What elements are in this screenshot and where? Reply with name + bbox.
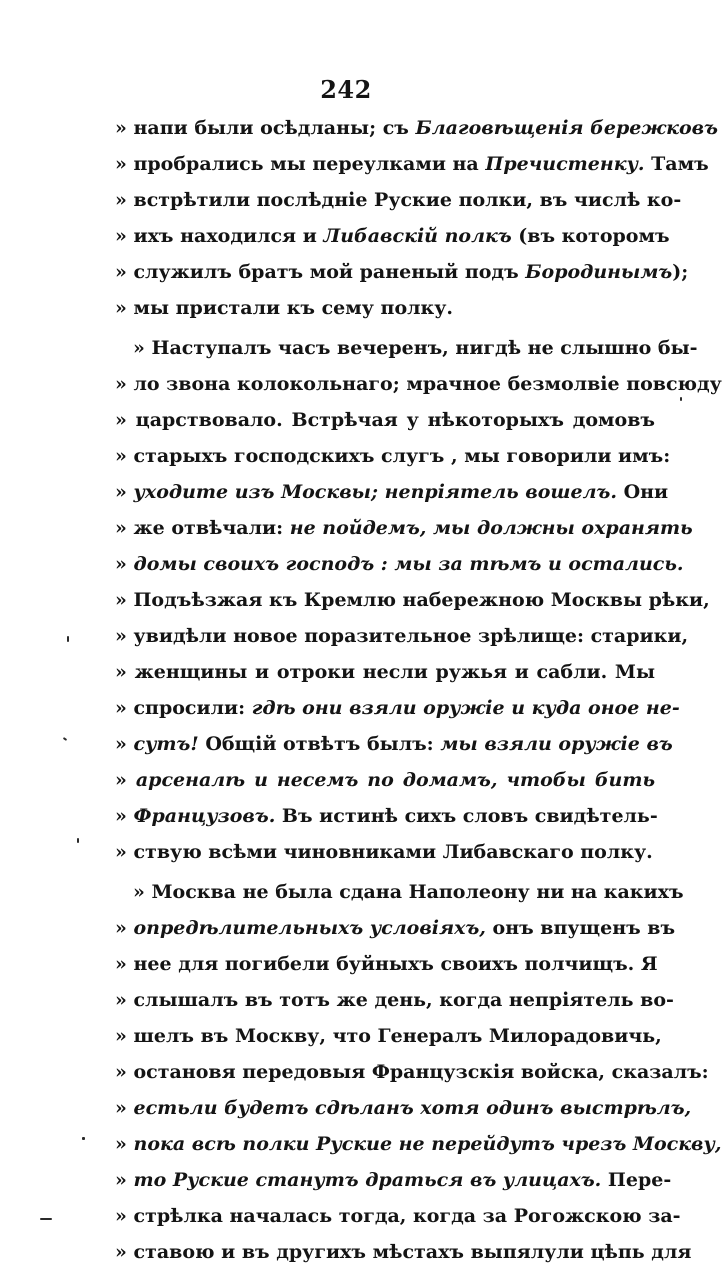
scan-speck: [680, 397, 682, 401]
text-segment: » слышалъ въ тотъ же день, когда непріятель во-: [115, 989, 674, 1011]
text-line: [115, 582, 710, 618]
text-line: [115, 910, 676, 946]
text-segment: Они: [616, 481, 669, 503]
italic-segment: мы взяли оружіе въ: [440, 733, 673, 755]
text-line: [115, 690, 680, 726]
text-segment: »: [115, 769, 136, 791]
text-segment: » старыхъ господскихъ слугъ , мы говорили имъ:: [115, 445, 671, 467]
scan-speck: [77, 838, 79, 843]
text-line: [115, 982, 674, 1018]
italic-segment: Французовъ.: [133, 805, 276, 827]
scan-speck: [67, 636, 69, 642]
text-segment: » стрѣлка началась тогда, когда за Рогожскою за-: [115, 1205, 681, 1227]
text-line: [115, 1198, 681, 1234]
italic-segment: то Руские станутъ драться въ улицахъ.: [133, 1169, 602, 1191]
text-line: [115, 510, 693, 546]
text-segment: Общій отвѣтъ былъ:: [198, 733, 441, 755]
text-segment: »: [115, 733, 134, 755]
text-line: [115, 1126, 722, 1162]
text-segment: );: [672, 261, 689, 283]
text-line: [115, 798, 658, 834]
text-segment: » царствовало. Встрѣчая у нѣкоторыхъ домовъ: [115, 409, 655, 431]
text-line: [115, 1234, 692, 1270]
text-line: [115, 1054, 709, 1090]
text-line: [115, 474, 669, 510]
text-segment: » ствую всѣми чиновниками Либавскаго полку.: [115, 841, 653, 863]
italic-segment: Бородинымъ: [525, 261, 673, 283]
italic-segment: Благовѣщенія бережковъ: [415, 117, 718, 139]
text-line: [115, 654, 655, 690]
italic-segment: опредѣлительныхъ условіяхъ,: [133, 917, 486, 939]
text-segment: » шелъ въ Москву, что Генералъ Милорадовичь,: [115, 1025, 662, 1047]
text-line: [115, 254, 689, 290]
italic-segment: гдѣ они взяли оружіе и куда оное не-: [251, 697, 680, 719]
text-line: [115, 726, 673, 762]
text-line: [115, 182, 682, 218]
text-line: [115, 1162, 672, 1198]
text-segment: » Наступалъ часъ вечеренъ, нигдѣ не слышно бы-: [133, 337, 698, 359]
text-segment: Тамъ: [644, 153, 709, 175]
text-segment: Пере-: [601, 1169, 672, 1191]
text-line: [115, 218, 670, 254]
text-line: [115, 146, 709, 182]
text-segment: » же отвѣчали:: [115, 517, 290, 539]
text-line: [115, 290, 655, 326]
text-segment: онъ впущенъ въ: [485, 917, 676, 939]
scan-speck: [63, 737, 67, 741]
italic-segment: домы своихъ господъ : мы за тѣмъ и остались.: [133, 553, 684, 575]
text-segment: » увидѣли новое поразительное зрѣлище: старики,: [115, 625, 689, 647]
italic-segment: естьли будетъ сдѣланъ хотя одинъ выстрѣлъ,: [133, 1097, 692, 1119]
italic-segment: сутъ!: [133, 733, 199, 755]
text-segment: » напи были осѣдланы; съ: [115, 117, 416, 139]
text-segment: » мы пристали къ сему полку.: [115, 297, 454, 319]
text-segment: » остановя передовыя Французскія войска, сказалъ:: [115, 1061, 709, 1083]
text-segment: »: [115, 1097, 134, 1119]
italic-segment: не пойдемъ, мы должны охранять: [289, 517, 693, 539]
text-segment: » ставою и въ другихъ мѣстахъ выпялули цѣпь для: [115, 1241, 692, 1263]
text-line: [115, 330, 698, 366]
text-segment: Въ истинѣ сихъ словъ свидѣтель-: [275, 805, 658, 827]
page-number: 242: [320, 75, 372, 104]
scan-speck: [40, 1218, 52, 1220]
body-text: [115, 110, 722, 1270]
text-line: [115, 762, 655, 798]
italic-segment: пока всѣ полки Руские не перейдутъ чрезъ Москву,: [133, 1133, 722, 1155]
scan-speck: [82, 1137, 85, 1140]
text-line: [115, 874, 684, 910]
text-segment: » нее для погибели буйныхъ своихъ полчищъ. Я: [115, 953, 658, 975]
text-line: [115, 110, 718, 146]
text-segment: »: [115, 917, 134, 939]
text-line: [115, 946, 658, 982]
text-segment: »: [115, 481, 134, 503]
text-line: [115, 618, 689, 654]
text-segment: » служилъ братъ мой раненый подъ: [115, 261, 526, 283]
text-line: [115, 1090, 692, 1126]
text-segment: »: [115, 805, 134, 827]
text-line: [115, 834, 655, 870]
text-line: [115, 1018, 662, 1054]
text-segment: » встрѣтили послѣдніе Руские полки, въ числѣ ко-: [115, 189, 682, 211]
text-segment: »: [115, 553, 134, 575]
italic-segment: уходите изъ Москвы; непріятель вошелъ.: [133, 481, 617, 503]
text-segment: » ихъ находился и: [115, 225, 324, 247]
text-segment: » Подъѣзжая къ Кремлю набережною Москвы рѣки,: [115, 589, 710, 611]
text-segment: (въ которомъ: [511, 225, 670, 247]
text-segment: » ло звона колокольнаго; мрачное безмолвіе повсюду: [115, 373, 722, 395]
text-line: [115, 438, 671, 474]
text-segment: » женщины и отроки несли ружья и сабли. Мы: [115, 661, 655, 683]
text-line: [115, 402, 655, 438]
italic-segment: Пречистенку.: [485, 153, 645, 175]
text-segment: » спросили:: [115, 697, 252, 719]
text-segment: » пробрались мы переулками на: [115, 153, 486, 175]
text-line: [115, 546, 684, 582]
italic-segment: Либавскій полкъ: [323, 225, 512, 247]
italic-segment: арсеналѣ и несемъ по домамъ, чтобы бить: [135, 769, 655, 791]
text-segment: » Москва не была сдана Наполеону ни на какихъ: [133, 881, 684, 903]
text-line: [115, 366, 722, 402]
text-segment: »: [115, 1169, 134, 1191]
text-segment: »: [115, 1133, 134, 1155]
